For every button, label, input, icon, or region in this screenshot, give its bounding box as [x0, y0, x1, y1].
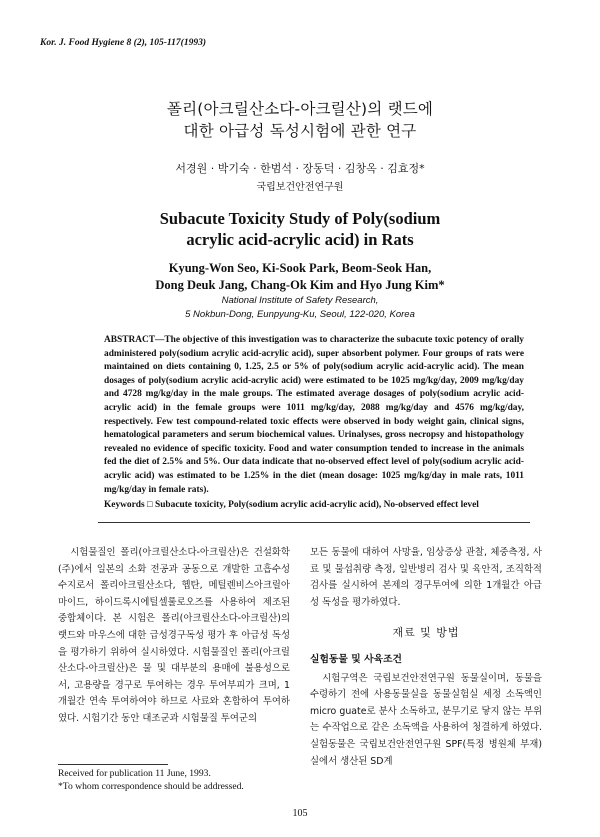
korean-title — [0, 98, 600, 142]
english-title — [0, 208, 600, 250]
subsection-heading: 실험동물 및 사육조건 — [310, 653, 402, 665]
left-column — [58, 545, 290, 728]
box-icon: □ — [146, 500, 153, 510]
english-title-line2: acrylic acid-acrylic acid) in Rats — [186, 230, 414, 249]
english-authors-line1: Kyung-Won Seo, Ki-Sook Park, Beom-Seok Han, — [168, 261, 432, 275]
keywords-text: Subacute toxicity, Poly(sodium acrylic acid-acrylic acid), No-observed effect level — [154, 500, 479, 510]
left-column-paragraph: 시험물질인 폴리(아크릴산소다-아크릴산)은 건설화학(주)에서 일본의 소화 전공과 공동으로 개발한 고흡수성 수지로서 폴리아크릴산소다, 헵탄, 메틸렌비스아크릴아마이드, 하이드록시에틸셀룰로오즈를 사용하여 제조된 중합체이다. 본 시험은 폴리(아크릴산소다-아크릴산)의 랫드와 마우스에 대한 급성경구독성 평가 후 아급성 독성을 평가하기 위하여 실시하였다. 시험물질인 폴리(아크릴산소다-아크릴산)은 물 및 대부분의 용매에 불용성으로서, 고용량을 경구로 투여하는 경우 투여부피가 크며, 1개월간 연속 투여하여야 하므로 사료와 혼합하여 투여하였다. 시험기간 동안 대조군과 시험물질 투여군의 — [58, 547, 290, 724]
right-column-body: 시험구역은 국립보건안전연구원 동물실이며, 동물을 수령하기 전에 사용동물실을 동물실험실 세정 소독액인 micro guate로 분사 소독하고, 분무기로 닿지 않는 부위는 수작업으로 같은 소독액을 사용하여 청결하게 하였다. 실험동물은 국립보건안전연구원 SPF(특정 병원체 부재)실에서 생산된 SD계 — [310, 672, 542, 767]
footnote-received: Received for publication 11 June, 1993. — [58, 768, 211, 779]
english-authors-line2: Dong Deuk Jang, Chang-Ok Kim and Hyo Jung Kim* — [155, 278, 445, 292]
english-institute — [0, 294, 600, 322]
footnote-divider — [58, 764, 168, 765]
korean-institute: 국립보건안전연구원 — [256, 182, 344, 193]
footnote-correspondence: *To whom correspondence should be addressed. — [58, 781, 244, 792]
korean-title-line2: 대한 아급성 독성시험에 관한 연구 — [183, 122, 417, 140]
abstract-divider — [98, 522, 530, 523]
keywords-line — [104, 500, 524, 510]
journal-citation: Kor. J. Food Hygiene 8 (2), 105-117(1993) — [40, 38, 206, 48]
abstract: ABSTRACT—The objective of this investigation was to characterize the subacute toxic potency of orally administered poly(sodium acrylic acid-acrylic acid), super absorbent polymer. Four groups of rats were maintained on diets containing 0, 1.25, 2.5 or 5% of poly(sodium acrylic acid-acrylic acid). The mean dosages of poly(sodium acrylic acid-acrylic acid) were estimated to be 1025 mg/kg/day, 2009 mg/kg/day and 4728 mg/kg/day in the male groups. The estimated average dosages of poly(sodium acrylic acid-acrylic acid) in the female groups were 1011 mg/kg/day, 2088 mg/kg/day and 4576 mg/kg/day, respectively. Few test compound-related toxic effects were observed in body weight gain, clinical signs, hematological parameters and serum biochemical values. Urinalyses, gross necropsy and histopathology revealed no evidence of specific toxicity. Food and water consumption tended to increase in the animals fed the diet of 2.5% and 5%. Our data indicate that no-observed effect level of poly(sodium acrylic acid-acrylic acid) was estimated to be 1.25% in the diet (mean dosage: 1025 mg/kg/day in male rats, 1011 mg/kg/day in female rats). — [104, 335, 524, 495]
page-number: 105 — [292, 808, 308, 819]
english-title-line1: Subacute Toxicity Study of Poly(sodium — [159, 209, 441, 228]
right-column-intro: 모든 동물에 대하여 사망율, 임상증상 관찰, 체중측정, 사료 및 물섭취량 측정, 일반병리 검사 및 육안적, 조직학적 검사를 실시하여 본제의 경구투여에 의한 1개월간 아급성 독성을 평가하였다. — [310, 547, 542, 608]
korean-title-line1: 폴리(아크릴산소다-아크릴산)의 랫드에 — [166, 100, 434, 118]
english-institute-line2: 5 Nokbun-Dong, Eunpyung-Ku, Seoul, 122-020, Korea — [185, 309, 415, 320]
right-column — [310, 545, 542, 770]
section-heading: 재료 및 방법 — [392, 626, 460, 640]
korean-authors: 서경원 · 박기숙 · 한범석 · 장동덕 · 김창옥 · 김효정* — [175, 162, 425, 175]
keywords-label: Keywords — [104, 500, 145, 510]
english-institute-line1: National Institute of Safety Research, — [221, 295, 379, 306]
english-authors — [0, 260, 600, 294]
footnote — [58, 767, 308, 793]
